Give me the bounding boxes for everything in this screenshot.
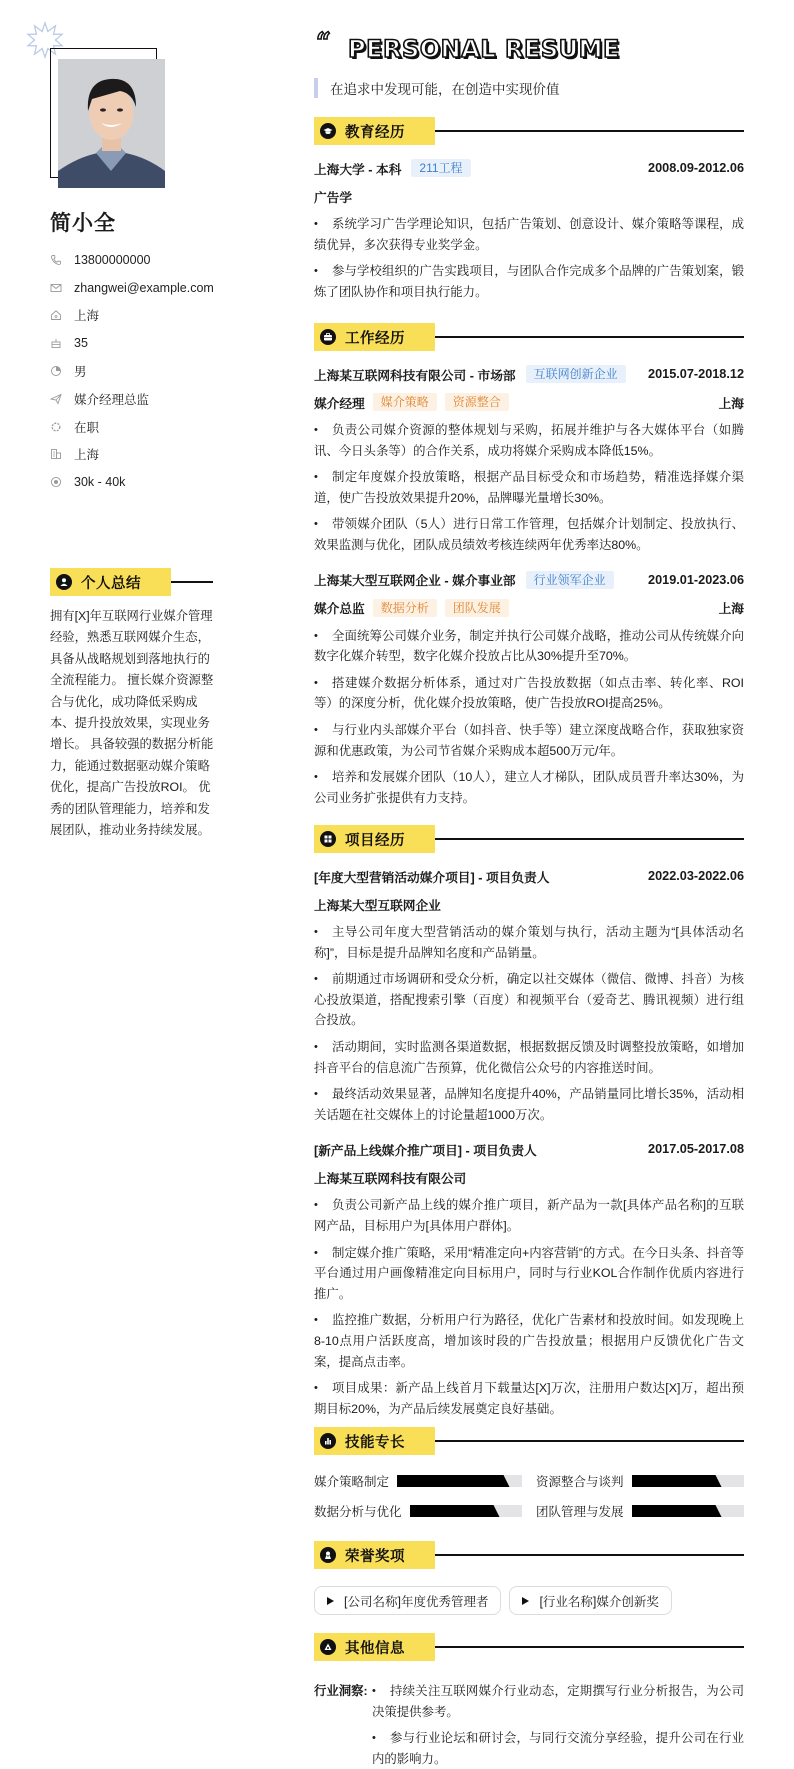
projects-section — [314, 825, 744, 1425]
list-item: • 与行业内头部媒介平台（如抖音、快手等）建立深度战略合作，获取独家资源和优惠政策，为公司节省媒介采购成本超500万元/年。 — [314, 720, 744, 761]
honor-item — [509, 1586, 671, 1615]
paper-plane-icon — [50, 393, 62, 405]
phone-icon — [50, 254, 62, 266]
work-role-line — [314, 598, 744, 618]
skill-name: 团队管理与发展 — [536, 1505, 624, 1519]
award-icon — [320, 1547, 336, 1563]
skills-section — [314, 1427, 744, 1519]
contact-age-value: 35 — [74, 336, 88, 351]
skill-name: 数据分析与优化 — [314, 1505, 402, 1519]
skill-name: 资源整合与谈判 — [536, 1475, 624, 1489]
resume-subtitle — [314, 78, 560, 98]
other-section — [314, 1633, 744, 1769]
contact-phone-value: 13800000000 — [74, 252, 151, 267]
honor-item — [314, 1586, 501, 1615]
grid-icon — [320, 831, 336, 847]
project-org-line — [314, 894, 744, 914]
work-badge — [314, 323, 435, 351]
info-icon — [320, 1639, 336, 1655]
play-triangle-icon — [327, 1597, 334, 1605]
other-title: 其他信息 — [345, 1640, 405, 1657]
contact-status-value: 在职 — [74, 420, 100, 435]
education-header — [314, 117, 744, 145]
skill-item — [314, 1503, 522, 1519]
salary-icon — [50, 476, 62, 488]
section-divider — [435, 336, 744, 338]
skill-item — [536, 1473, 744, 1489]
honors-title: 荣誉奖项 — [345, 1548, 405, 1565]
other-content — [314, 1681, 744, 1769]
list-item: • 主导公司年度大型营销活动的媒介策划与执行，活动主题为“[具体活动名称]”，目标是提升品牌知名度和产品销量。 — [314, 922, 744, 963]
education-entry — [314, 158, 744, 302]
work-section — [314, 323, 744, 814]
school-name: 上海大学 - 本科 — [314, 162, 402, 177]
list-item: • 负责公司媒介资源的整体规划与采购，拓展并维护与各大媒体平台（如腾讯、今日头条等）的合作关系，成功将媒介采购成本降低15%。 — [314, 420, 744, 461]
contact-city-value: 上海 — [74, 448, 100, 463]
project-date: 2017.05-2017.08 — [648, 1142, 744, 1157]
project-entry — [314, 1139, 744, 1419]
honors-badge — [314, 1541, 435, 1569]
section-divider — [435, 1646, 744, 1648]
contact-email-value: zhangwei@example.com — [74, 280, 214, 295]
education-title: 教育经历 — [345, 124, 405, 141]
contact-salary — [50, 468, 270, 496]
other-header — [314, 1633, 744, 1661]
work-header — [314, 323, 744, 351]
projects-badge — [314, 825, 435, 853]
list-item: • 全面统筹公司媒介业务，制定并执行公司媒介战略，推动公司从传统媒介向数字化媒介转型，数字化媒介投放占比从30%提升至70%。 — [314, 626, 744, 667]
list-item: • 最终活动效果显著，品牌知名度提升40%，产品销量同比增长35%，活动相关话题在社交媒体上的讨论量超1000万次。 — [314, 1084, 744, 1125]
work-role: 媒介总监 — [314, 602, 365, 617]
skills-grid — [314, 1473, 744, 1519]
skill-tag: 资源整合 — [445, 393, 509, 411]
skill-tag: 媒介策略 — [373, 393, 437, 411]
contact-gender-value: 男 — [74, 365, 87, 380]
list-item: • 带领媒介团队（5人）进行日常工作管理，包括媒介计划制定、投放执行、效果监测与优化，团队成员绩效考核连续两年优秀率达80%。 — [314, 514, 744, 555]
other-label: 行业洞察: — [314, 1684, 368, 1698]
contact-hometown-value: 上海 — [74, 309, 100, 324]
list-item: • 培养和发展媒介团队（10人），建立人才梯队，团队成员晋升率达30%，为公司业务扩张提供有力支持。 — [314, 767, 744, 808]
list-item: • 前期通过市场调研和受众分析，确定以社交媒体（微信、微博、抖音）为核心投放渠道，搭配搜索引擎（百度）和视频平台（爱奇艺、腾讯视频）进行组合投放。 — [314, 969, 744, 1031]
education-entry-header — [314, 158, 744, 178]
skills-badge — [314, 1427, 435, 1455]
summary-header — [50, 568, 213, 596]
company-tag: 互联网创新企业 — [526, 365, 626, 383]
project-bullets — [314, 922, 744, 1125]
home-icon — [50, 309, 62, 321]
contact-gender — [50, 357, 270, 385]
list-item: • 活动期间，实时监测各渠道数据，根据数据反馈及时调整投放策略，如增加抖音平台的信息流广告预算，优化微信公众号的内容推送时间。 — [314, 1037, 744, 1078]
skill-bar-fill — [632, 1505, 722, 1517]
summary-badge — [50, 568, 171, 596]
list-item: • 搭建媒介数据分析体系，通过对广告投放数据（如点击率、转化率、ROI等）的深度分析，优化媒介投放策略，使广告投放ROI提高25%。 — [314, 673, 744, 714]
work-date: 2019.01-2023.06 — [648, 572, 744, 587]
skill-tag: 数据分析 — [373, 599, 437, 617]
skill-name: 媒介策略制定 — [314, 1475, 390, 1489]
play-triangle-icon — [522, 1597, 529, 1605]
skill-item — [314, 1473, 522, 1489]
work-location: 上海 — [718, 602, 744, 617]
honors-header — [314, 1541, 744, 1569]
project-bullets — [314, 1195, 744, 1419]
status-icon — [50, 421, 62, 433]
contact-email — [50, 274, 270, 302]
section-divider — [435, 1440, 744, 1442]
contact-city — [50, 441, 270, 469]
work-title: 工作经历 — [345, 330, 405, 347]
candidate-name: 简小全 — [50, 212, 116, 235]
company-name: 上海某互联网科技有限公司 - 市场部 — [314, 368, 516, 383]
list-item: • 制定年度媒介投放策略，根据产品目标受众和市场趋势，精准选择媒介渠道，使广告投放效果提升20%，品牌曝光量增长30%。 — [314, 467, 744, 508]
work-role: 媒介经理 — [314, 396, 365, 411]
bar-chart-icon — [320, 1433, 336, 1449]
work-role-line — [314, 392, 744, 412]
honor-label: [行业名称]媒介创新奖 — [539, 1594, 659, 1609]
contact-hometown — [50, 302, 270, 330]
school-tag: 211工程 — [411, 159, 470, 177]
work-bullets — [314, 420, 744, 556]
education-bullets — [314, 214, 744, 302]
project-org: 上海某大型互联网企业 — [314, 898, 441, 913]
skill-bar — [410, 1505, 522, 1517]
honors-section — [314, 1541, 744, 1615]
project-name: [年度大型营销活动媒介项目] - 项目负责人 — [314, 870, 550, 885]
skill-bar-fill — [632, 1475, 722, 1487]
contact-phone — [50, 246, 270, 274]
contact-position-value: 媒介经理总监 — [74, 392, 150, 407]
project-org-line — [314, 1167, 744, 1187]
projects-header — [314, 825, 744, 853]
work-entry-header — [314, 570, 744, 590]
list-item: • 持续关注互联网媒介行业动态，定期撰写行业分析报告，为公司决策提供参考。 — [372, 1681, 744, 1722]
skill-item — [536, 1503, 744, 1519]
list-item: • 参与学校组织的广告实践项目，与团队合作完成多个品牌的广告策划案，锻炼了团队协作和项目执行能力。 — [314, 261, 744, 302]
skill-bar-fill — [410, 1505, 500, 1517]
gender-icon — [50, 365, 62, 377]
skills-header — [314, 1427, 744, 1455]
briefcase-icon — [320, 329, 336, 345]
project-org: 上海某互联网科技有限公司 — [314, 1171, 467, 1186]
avatar — [58, 59, 165, 188]
education-badge — [314, 117, 435, 145]
project-entry — [314, 866, 744, 1125]
section-divider — [435, 130, 744, 132]
honor-label: [公司名称]年度优秀管理者 — [344, 1594, 489, 1609]
list-item: • 系统学习广告学理论知识，包括广告策划、创意设计、媒介策略等课程，成绩优异，多次获得专业奖学金。 — [314, 214, 744, 255]
project-name: [新产品上线媒介推广项目] - 项目负责人 — [314, 1143, 537, 1158]
building-icon — [50, 448, 62, 460]
subtitle-text: 在追求中发现可能，在创造中实现价值 — [330, 82, 560, 97]
section-divider — [171, 581, 213, 583]
company-name: 上海某大型互联网企业 - 媒介事业部 — [314, 574, 516, 589]
skill-bar — [397, 1475, 522, 1487]
list-item: • 参与行业论坛和研讨会，与同行交流分享经验，提升公司在行业内的影响力。 — [372, 1728, 744, 1769]
summary-text: 拥有[X]年互联网行业媒介管理经验，熟悉互联网媒介生态，具备从战略规划到落地执行的全流程能力。 擅长媒介资源整合与优化，成功降低采购成本、提升投放效果，实现业务增长。 具备较强的数据分析能力，能通过数据驱动媒介策略优化，提高广告投放ROI。 优秀的团队管理能力，培养和发展团队，推动业务持续发展。 — [50, 609, 214, 838]
project-entry-header — [314, 1139, 744, 1159]
skill-bar-fill — [397, 1475, 509, 1487]
other-bullets — [372, 1681, 744, 1769]
graduation-cap-icon — [320, 123, 336, 139]
work-location: 上海 — [718, 396, 744, 411]
mail-icon — [50, 282, 62, 294]
summary-title: 个人总结 — [81, 575, 141, 592]
education-major: 广告学 — [314, 190, 353, 205]
other-badge — [314, 1633, 435, 1661]
section-divider — [435, 838, 744, 840]
list-item: • 项目成果：新产品上线首月下载量达[X]万次，注册用户数达[X]万，超出预期目标20%，为产品后续发展奠定良好基础。 — [314, 1378, 744, 1419]
education-section — [314, 117, 744, 308]
list-item: • 监控推广数据，分析用户行为路径，优化广告素材和投放时间。如发现晚上8-10点用户活跃度高，增加该时段的广告投放量；根据用户反馈优化广告文案，提高点击率。 — [314, 1310, 744, 1372]
company-tag: 行业领军企业 — [526, 571, 614, 589]
section-divider — [435, 1554, 744, 1556]
list-item: • 制定媒介推广策略，采用“精准定向+内容营销”的方式。在今日头条、抖音等平台通过用户画像精准定向目标用户，同时与行业KOL合作制作优质内容进行推广。 — [314, 1243, 744, 1305]
work-entry — [314, 570, 744, 809]
skill-bar — [632, 1505, 744, 1517]
quote-mark: “ — [316, 28, 331, 58]
project-entry-header — [314, 866, 744, 886]
work-entry — [314, 364, 744, 556]
skill-bar — [632, 1475, 744, 1487]
summary-section — [50, 568, 213, 596]
honors-list — [314, 1586, 744, 1615]
contact-age — [50, 329, 270, 357]
list-item: • 负责公司新产品上线的媒介推广项目，新产品为一款[具体产品名称]的互联网产品，目标用户为[具体用户群体]。 — [314, 1195, 744, 1236]
projects-title: 项目经历 — [345, 832, 405, 849]
contact-position — [50, 385, 270, 413]
work-bullets — [314, 626, 744, 809]
education-major-line — [314, 186, 744, 206]
work-date: 2015.07-2018.12 — [648, 367, 744, 381]
contact-list — [50, 246, 270, 496]
contact-status — [50, 413, 270, 441]
cake-icon — [50, 337, 62, 349]
subtitle-bar — [314, 78, 318, 98]
contact-salary-value: 30k - 40k — [74, 475, 126, 490]
education-date: 2008.09-2012.06 — [648, 161, 744, 175]
user-icon — [56, 574, 72, 590]
work-entry-header — [314, 364, 744, 384]
skills-title: 技能专长 — [345, 1434, 405, 1451]
resume-title: PERSONAL RESUME — [348, 35, 620, 63]
skill-tag: 团队发展 — [445, 599, 509, 617]
project-date: 2022.03-2022.06 — [648, 869, 744, 883]
